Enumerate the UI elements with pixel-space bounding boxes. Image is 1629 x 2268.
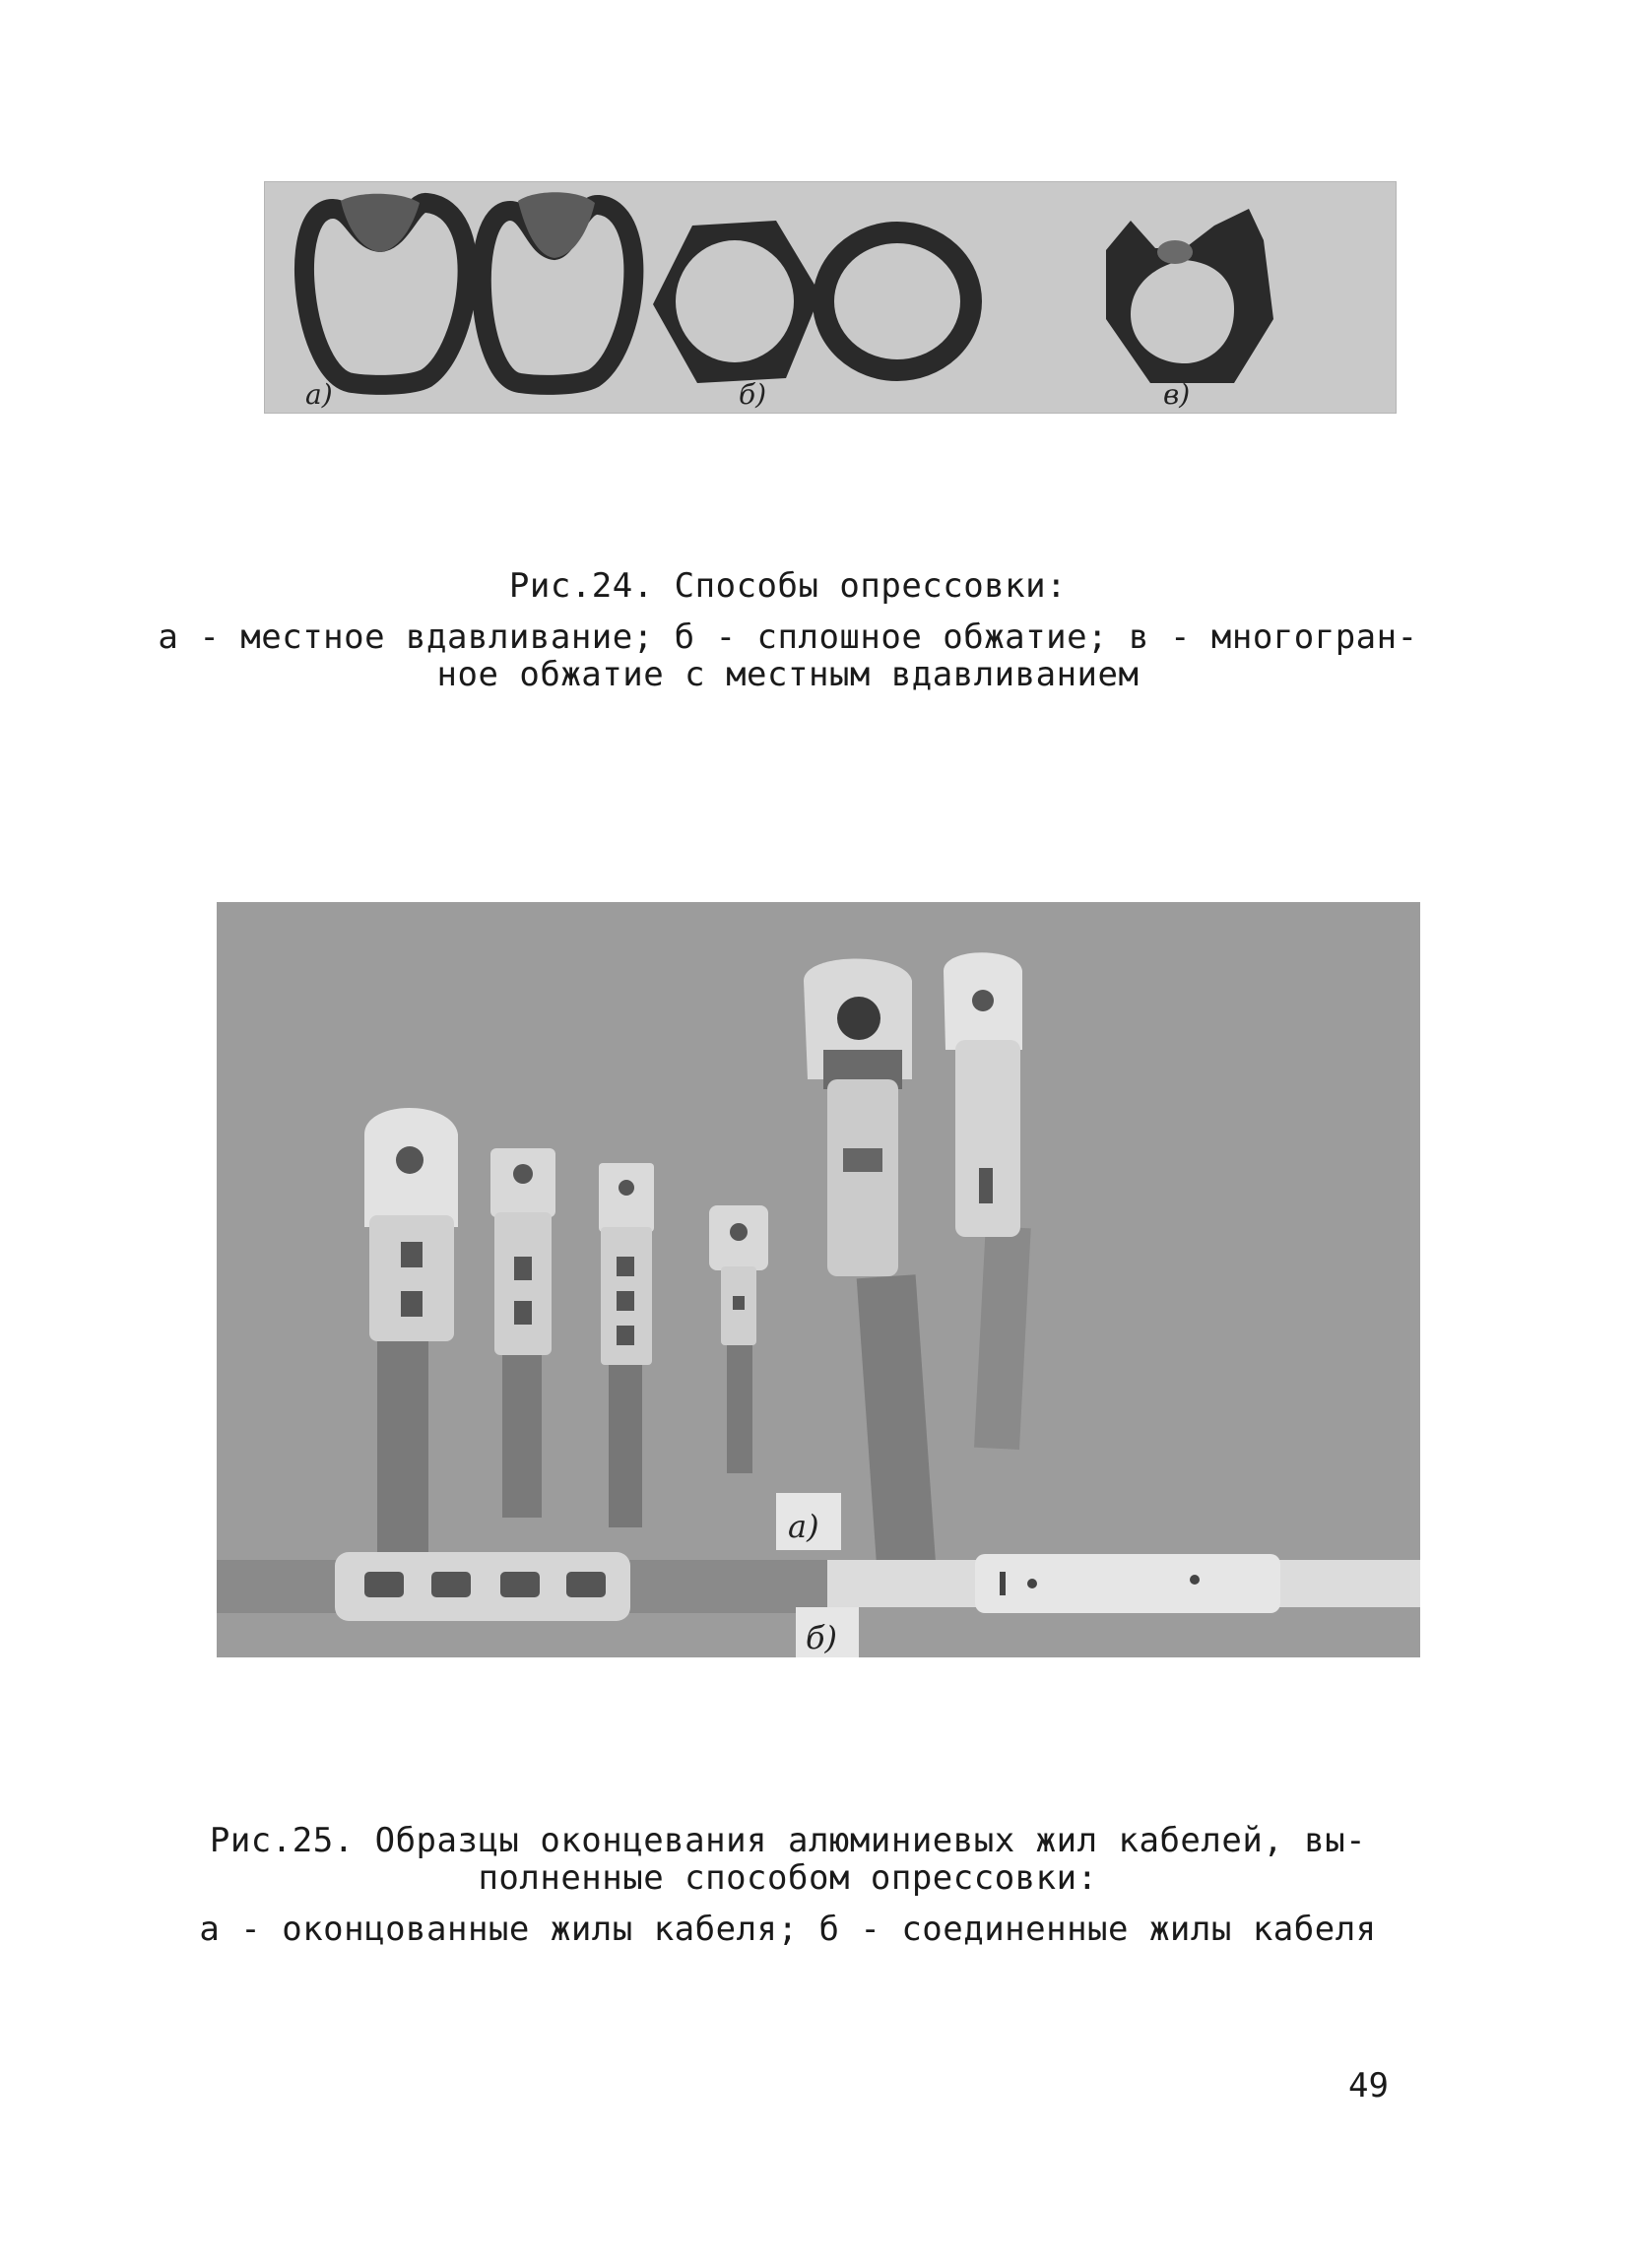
figure-24-caption xyxy=(148,567,1428,693)
joined-cable-left xyxy=(217,1552,827,1621)
label-v-24: в) xyxy=(1163,378,1191,411)
joined-cable-right xyxy=(827,1554,1420,1613)
caption-24-line-3: ное обжатие с местным вдавливанием xyxy=(436,655,1140,694)
label-b-25: б) xyxy=(806,1619,838,1656)
figure-25-photo xyxy=(217,902,1420,1657)
caption-25-line-2: полненные способом опрессовки: xyxy=(478,1858,1098,1898)
caption-24-title: Рис.24. Способы опрессовки: xyxy=(508,566,1068,606)
label-a-24: а) xyxy=(305,378,333,411)
caption-25-line-3: а - оконцованные жилы кабеля; б - соединенные жилы кабеля xyxy=(199,1910,1377,1949)
label-b-24: б) xyxy=(739,378,767,411)
figure-24-photo xyxy=(264,181,1397,414)
figure-25-caption xyxy=(148,1822,1428,1948)
caption-24-line-2: а - местное вдавливание; б - сплошное обжатие; в - многогран- xyxy=(158,617,1418,657)
caption-25-line-1: Рис.25. Образцы оконцевания алюминиевых жил кабелей, вы- xyxy=(209,1821,1367,1860)
label-a-25: а) xyxy=(788,1508,819,1545)
page-number: 49 xyxy=(1348,2066,1389,2106)
